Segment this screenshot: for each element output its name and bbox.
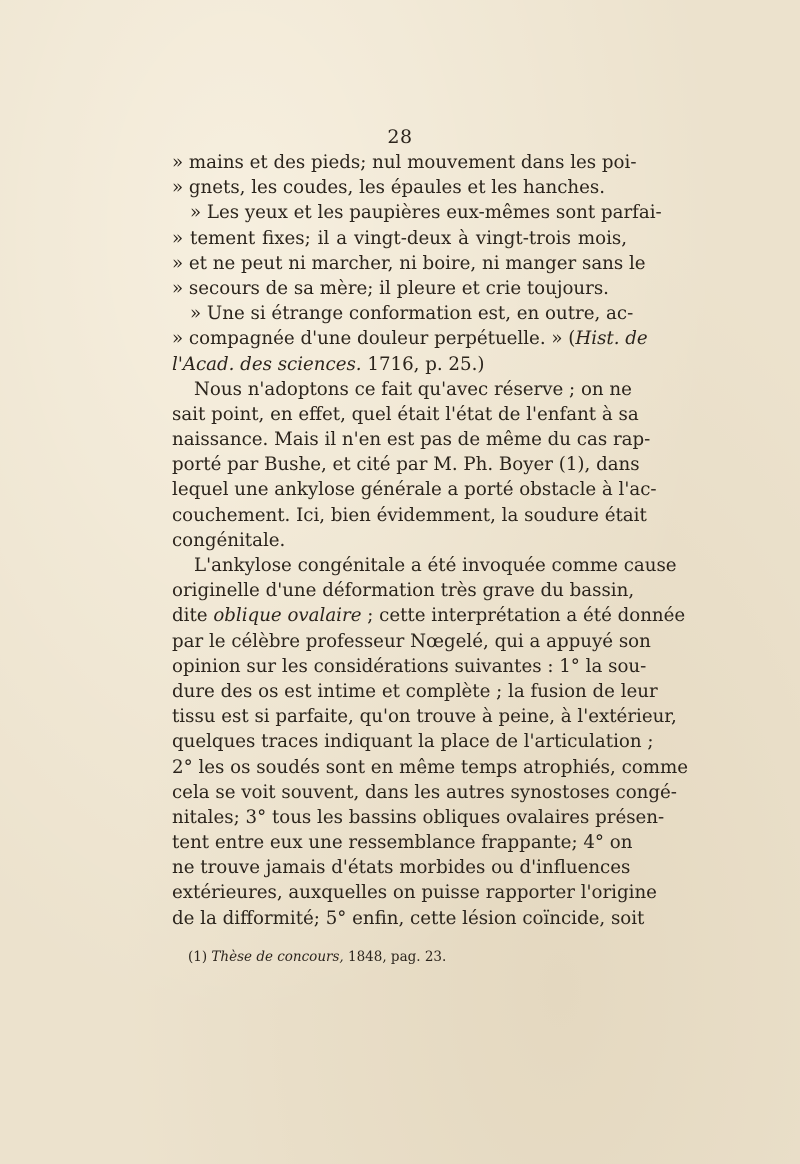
footnote-marker: (1) <box>188 949 208 965</box>
text-line: » Les yeux et les paupières eux-mêmes sont parfai- <box>190 202 662 224</box>
text-line: dite oblique ovalaire ; cette interprétation a été donnée <box>172 605 686 627</box>
text-line: » secours de sa mère; il pleure et crie toujours. <box>172 277 609 299</box>
text-line: quelques traces indiquant la place de l'articulation ; <box>172 731 654 753</box>
text-line: congénitale. <box>172 529 286 551</box>
text-line: tissu est si parfaite, qu'on trouve à peine, à l'extérieur, <box>172 706 677 728</box>
text-line: l'Acad. des sciences. 1716, p. 25.) <box>172 353 485 375</box>
page-number: 28 <box>387 126 413 148</box>
text-line: » compagnée d'une douleur perpétuelle. » (Hist. de <box>172 328 648 350</box>
text-line: » et ne peut ni marcher, ni boire, ni manger sans le <box>172 252 646 274</box>
text-line: nitales; 3° tous les bassins obliques ovalaires présen- <box>172 806 665 828</box>
text-line: L'ankylose congénitale a été invoquée comme cause <box>194 555 677 576</box>
text-line: originelle d'une déformation très grave du bassin, <box>172 580 635 602</box>
text-line: cela se voit souvent, dans les autres synostoses congé- <box>172 781 677 803</box>
footnote-title: Thèse de concours, <box>211 949 344 965</box>
footnote-rest: 1848, pag. 23. <box>347 949 447 965</box>
text-line: opinion sur les considérations suivantes : 1° la sou- <box>172 655 647 677</box>
text-line: » gnets, les coudes, les épaules et les hanches. <box>172 177 606 199</box>
text-line: porté par Bushe, et cité par M. Ph. Boyer (1), dans <box>172 454 640 476</box>
text-line: extérieures, auxquelles on puisse rapporter l'origine <box>172 882 657 904</box>
footnote <box>188 948 446 966</box>
text-line: » tement fixes; il a vingt-deux à vingt-trois mois, <box>172 227 627 249</box>
text-line: par le célèbre professeur Nœgelé, qui a appuyé son <box>172 630 651 652</box>
text-line: couchement. Ici, bien évidemment, la soudure était <box>172 504 647 526</box>
text-line: dure des os est intime et complète ; la fusion de leur <box>172 680 658 702</box>
text-line: sait point, en effet, quel était l'état de l'enfant à sa <box>172 403 639 425</box>
text-line: » Une si étrange conformation est, en outre, ac- <box>190 303 634 325</box>
text-line: lequel une ankylose générale a porté obstacle à l'ac- <box>172 479 657 501</box>
text-line: 2° les os soudés sont en même temps atrophiés, comme <box>172 756 688 778</box>
text-line: de la difformité; 5° enfin, cette lésion coïncide, soit <box>172 907 645 929</box>
text-line: ne trouve jamais d'états morbides ou d'influences <box>172 857 631 879</box>
text-line: tent entre eux une ressemblance frappante; 4° on <box>172 832 633 854</box>
text-line: naissance. Mais il n'en est pas de même du cas rap- <box>172 429 651 451</box>
text-line: Nous n'adoptons ce fait qu'avec réserve ; on ne <box>194 378 632 400</box>
text-line: » mains et des pieds; nul mouvement dans les poi- <box>172 152 637 173</box>
body-text <box>172 150 688 931</box>
